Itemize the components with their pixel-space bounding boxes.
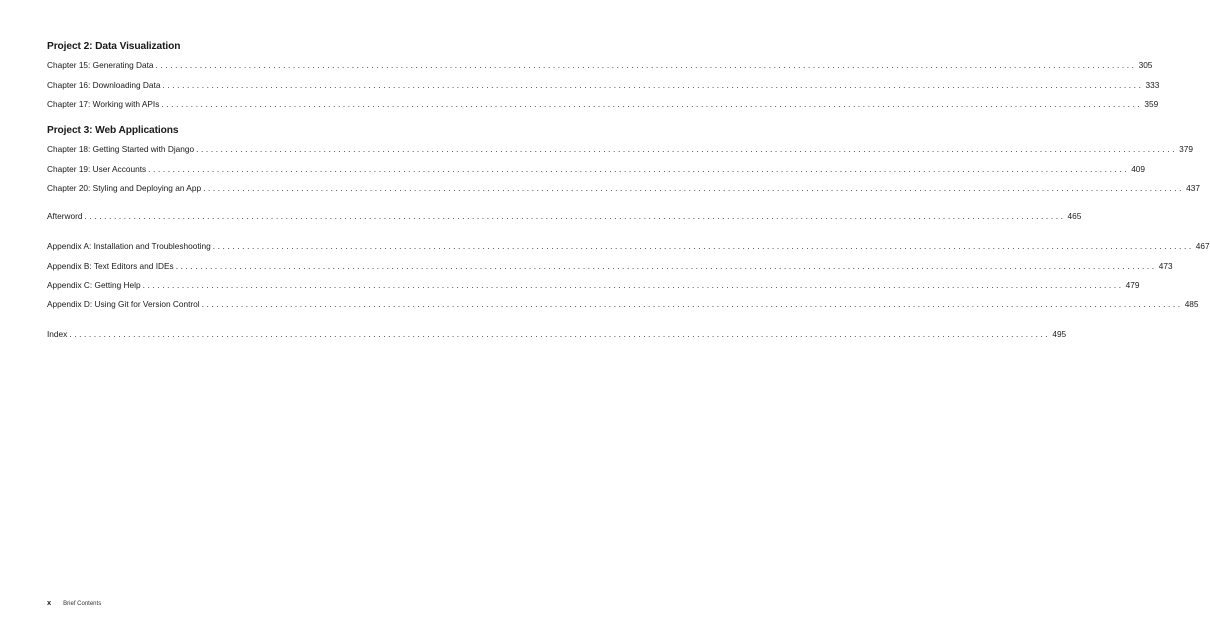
toc-entry-page: 473	[1158, 261, 1173, 271]
toc-entry-label: Chapter 17: Working with APIs	[47, 99, 160, 109]
toc-entry-appendix-a[interactable]	[47, 240, 1210, 252]
toc-entry-label: Afterword	[47, 211, 83, 221]
toc-entry-label: Appendix C: Getting Help	[47, 280, 141, 290]
toc-entry-chapter-16[interactable]	[47, 79, 1160, 91]
toc-entry-label: Index	[47, 329, 68, 339]
toc-entry-page: 479	[1125, 280, 1140, 290]
toc-entry-label: Appendix D: Using Git for Version Control	[47, 299, 200, 309]
toc-entry-page: 359	[1144, 99, 1159, 109]
toc-entry-label: Chapter 15: Generating Data	[47, 60, 154, 70]
toc-entry-chapter-18[interactable]	[47, 143, 1193, 155]
toc-entry-chapter-17[interactable]	[47, 98, 1159, 110]
toc-entry-label: Chapter 16: Downloading Data	[47, 80, 161, 90]
toc-entry-page: 465	[1067, 211, 1082, 221]
toc-leader-dots: ........................................................................................................................................................................................................	[203, 183, 1185, 193]
toc-entry-afterword[interactable]	[47, 210, 1082, 222]
section-title-project-2: Project 2: Data Visualization	[47, 41, 181, 52]
toc-entry-page: 437	[1186, 183, 1200, 193]
toc-entry-label: Appendix B: Text Editors and IDEs	[47, 261, 174, 271]
toc-leader-dots: ........................................................................................................................................................................................................	[162, 80, 1144, 90]
page-footer	[47, 598, 101, 607]
toc-entry-appendix-c[interactable]	[47, 279, 1140, 291]
toc-entry-chapter-19[interactable]	[47, 163, 1146, 175]
toc-leader-dots: ........................................................................................................................................................................................................	[142, 280, 1124, 290]
toc-entry-page: 379	[1179, 144, 1193, 154]
toc-entry-page: 305	[1138, 60, 1153, 70]
section-title-project-3: Project 3: Web Applications	[47, 125, 179, 136]
toc-leader-dots: ........................................................................................................................................................................................................	[175, 261, 1157, 271]
toc-leader-dots: ........................................................................................................................................................................................................	[196, 144, 1178, 154]
toc-entry-chapter-15[interactable]	[47, 59, 1153, 71]
toc-entry-page: 467	[1195, 241, 1210, 251]
toc-leader-dots: ........................................................................................................................................................................................................	[155, 60, 1137, 70]
toc-leader-dots: ........................................................................................................................................................................................................	[212, 241, 1194, 251]
toc-entry-page: 485	[1184, 299, 1199, 309]
toc-leader-dots: ........................................................................................................................................................................................................	[69, 329, 1051, 339]
toc-leader-dots: ........................................................................................................................................................................................................	[161, 99, 1143, 109]
toc-entry-label: Chapter 18: Getting Started with Django	[47, 144, 195, 154]
footer-running-title: Brief Contents	[63, 601, 102, 607]
toc-leader-dots: ........................................................................................................................................................................................................	[84, 211, 1066, 221]
toc-leader-dots: ........................................................................................................................................................................................................	[148, 164, 1130, 174]
toc-entry-chapter-20[interactable]	[47, 182, 1200, 194]
toc-entry-label: Chapter 19: User Accounts	[47, 164, 147, 174]
footer-page-number: x	[47, 598, 52, 607]
toc-entry-page: 333	[1145, 80, 1160, 90]
toc-entry-label: Chapter 20: Styling and Deploying an App	[47, 183, 202, 193]
toc-entry-appendix-d[interactable]	[47, 298, 1199, 310]
toc-entry-page: 409	[1131, 164, 1146, 174]
toc-entry-label: Appendix A: Installation and Troubleshooting	[47, 241, 211, 251]
toc-entry-appendix-b[interactable]	[47, 260, 1173, 272]
toc-leader-dots: ........................................................................................................................................................................................................	[201, 299, 1183, 309]
toc-entry-page: 495	[1052, 329, 1067, 339]
toc-entry-index[interactable]	[47, 328, 1067, 340]
